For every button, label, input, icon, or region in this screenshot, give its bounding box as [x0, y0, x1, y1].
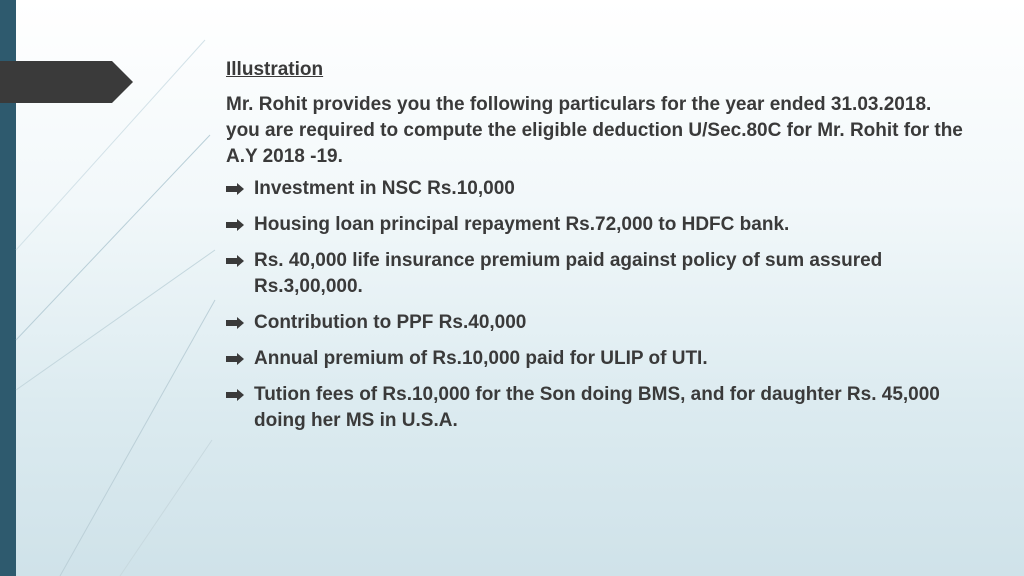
arrow-right-icon	[226, 317, 244, 329]
bullet-text: Annual premium of Rs.10,000 paid for ULIP of UTI.	[254, 348, 708, 369]
title-tab-arrow	[0, 61, 133, 103]
arrow-right-icon	[226, 183, 244, 195]
bullet-list	[226, 176, 966, 434]
bullet-text: Investment in NSC Rs.10,000	[254, 178, 515, 199]
list-item	[226, 248, 966, 300]
arrow-right-icon	[226, 389, 244, 401]
list-item	[226, 382, 966, 434]
slide-content	[226, 57, 966, 444]
bullet-text: Housing loan principal repayment Rs.72,000 to HDFC bank.	[254, 214, 790, 235]
list-item	[226, 176, 966, 202]
arrow-right-icon	[226, 353, 244, 365]
list-item	[226, 346, 966, 372]
list-item	[226, 310, 966, 336]
arrow-right-icon	[226, 255, 244, 267]
bullet-text: Tution fees of Rs.10,000 for the Son doing BMS, and for daughter Rs. 45,000 doing her MS in U.S.A.	[254, 384, 940, 431]
bullet-text: Contribution to PPF Rs.40,000	[254, 312, 527, 333]
bullet-text: Rs. 40,000 life insurance premium paid against policy of sum assured Rs.3,00,000.	[254, 250, 883, 297]
intro-paragraph: Mr. Rohit provides you the following particulars for the year ended 31.03.2018. you are required to compute the eligible deduction U/Sec.80C for Mr. Rohit for the A.Y 2018 -19.	[226, 94, 963, 167]
arrow-right-icon	[226, 219, 244, 231]
slide-heading: Illustration	[226, 59, 324, 80]
list-item	[226, 212, 966, 238]
